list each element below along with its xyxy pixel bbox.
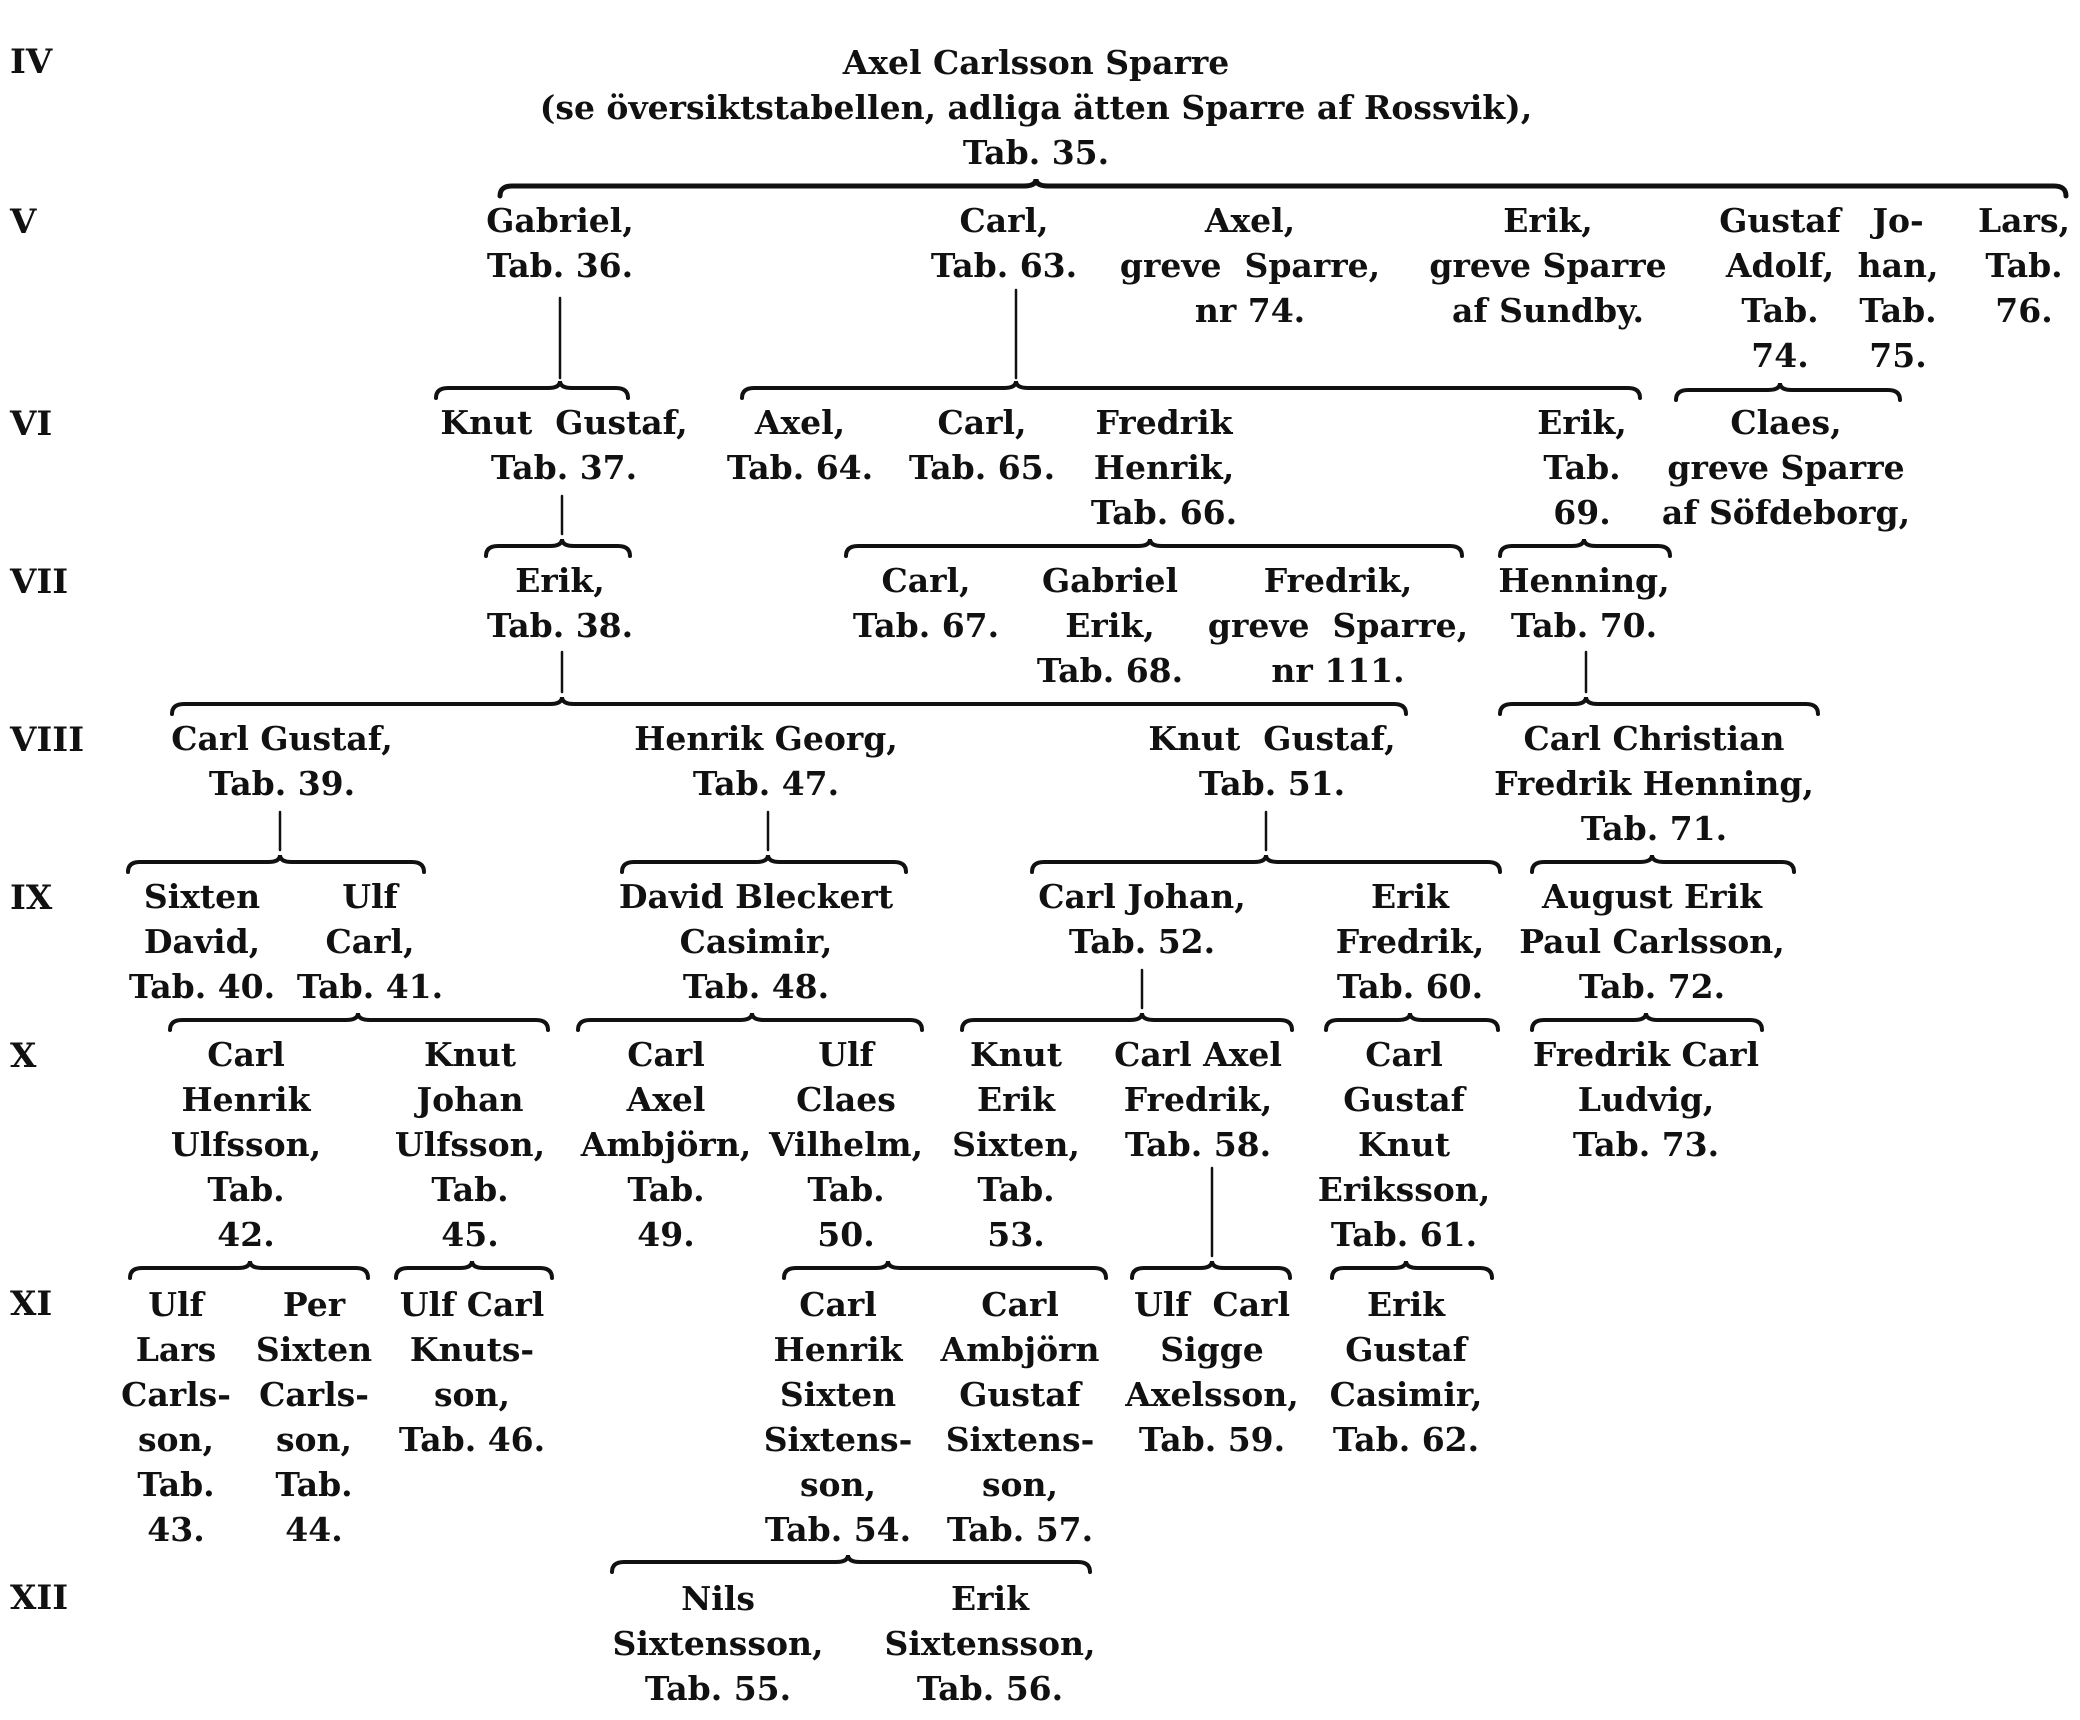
node-erik-sundby: Erik, greve Sparre af Sundby. bbox=[1429, 201, 1667, 330]
node-carl-tab65: Carl, Tab. 65. bbox=[908, 403, 1056, 487]
brace-connector-19 bbox=[396, 1261, 552, 1278]
node-ulf-lars-tab43: Ulf Lars Carls- son, Tab. 43. bbox=[121, 1285, 231, 1549]
node-per-sixten-tab44: Per Sixten Carls- son, Tab. 44. bbox=[255, 1285, 373, 1549]
node-carl-tab67: Carl, Tab. 67. bbox=[852, 561, 1000, 645]
brace-connector-7 bbox=[172, 697, 1406, 714]
node-carl-johan-tab52: Carl Johan, Tab. 52. bbox=[1038, 877, 1246, 961]
node-gustaf-adolf-tab74: Gustaf Adolf, Tab. 74. bbox=[1719, 201, 1841, 375]
brace-connector-12 bbox=[1532, 855, 1794, 872]
node-fredrik-greve-sparre: Fredrik, greve Sparre, nr 111. bbox=[1207, 561, 1469, 690]
node-axel-tab64: Axel, Tab. 64. bbox=[726, 403, 874, 487]
node-carl-gustaf-knut-tab61: Carl Gustaf Knut Eriksson, Tab. 61. bbox=[1317, 1035, 1491, 1254]
node-ulf-carl-tab41: Ulf Carl, Tab. 41. bbox=[296, 877, 444, 1006]
brace-connector-16 bbox=[1326, 1013, 1498, 1030]
node-gabriel-tab36: Gabriel, Tab. 36. bbox=[486, 201, 634, 285]
node-carl-christian-tab71: Carl Christian Fredrik Henning, Tab. 71. bbox=[1494, 719, 1814, 848]
node-erik-tab38: Erik, Tab. 38. bbox=[486, 561, 634, 645]
generation-label-vi: VI bbox=[10, 404, 53, 444]
node-carl-henrik-tab54: Carl Henrik Sixten Sixtens- son, Tab. 54. bbox=[763, 1285, 913, 1549]
brace-connector-9 bbox=[128, 855, 424, 872]
node-axel-carlsson-sparre: Axel Carlsson Sparre (se översiktstabellen, adliga ätten Sparre af Rossvik), Tab. 35. bbox=[539, 43, 1533, 172]
node-carl-ambjorn-tab57: Carl Ambjörn Gustaf Sixtens- son, Tab. 57. bbox=[940, 1285, 1100, 1549]
node-erik-tab56: Erik Sixtensson, Tab. 56. bbox=[884, 1579, 1096, 1708]
generation-label-ix: IX bbox=[10, 878, 53, 918]
node-lars-tab76: Lars, Tab. 76. bbox=[1977, 201, 2071, 330]
node-sixten-david-tab40: Sixten David, Tab. 40. bbox=[128, 877, 276, 1006]
brace-connector-18 bbox=[130, 1261, 368, 1278]
generation-label-xi: XI bbox=[10, 1284, 53, 1324]
generation-label-iv: IV bbox=[10, 42, 53, 82]
brace-connector-14 bbox=[578, 1013, 922, 1030]
node-august-erik-tab72: August Erik Paul Carlsson, Tab. 72. bbox=[1519, 877, 1785, 1006]
node-henning-tab70: Henning, Tab. 70. bbox=[1498, 561, 1670, 645]
brace-connector-20 bbox=[784, 1261, 1106, 1278]
brace-connector-4 bbox=[486, 539, 630, 556]
node-erik-tab69: Erik, Tab. 69. bbox=[1537, 403, 1627, 532]
node-nils-tab55: Nils Sixtensson, Tab. 55. bbox=[612, 1579, 824, 1708]
node-carl-axel-tab49: Carl Axel Ambjörn, Tab. 49. bbox=[580, 1035, 752, 1254]
brace-connector-17 bbox=[1532, 1013, 1762, 1030]
brace-connector-6 bbox=[1500, 539, 1670, 556]
node-fredrik-carl-tab73: Fredrik Carl Ludvig, Tab. 73. bbox=[1532, 1035, 1760, 1164]
node-claes-sofdeborg: Claes, greve Sparre af Söfdeborg, bbox=[1661, 403, 1911, 532]
node-fredrik-henrik-tab66: Fredrik Henrik, Tab. 66. bbox=[1090, 403, 1238, 532]
node-axel-greve-sparre: Axel, greve Sparre, nr 74. bbox=[1119, 201, 1381, 330]
brace-connector-11 bbox=[1032, 855, 1500, 872]
generation-label-xii: XII bbox=[10, 1578, 69, 1618]
node-carl-henrik-tab42: Carl Henrik Ulfsson, Tab. 42. bbox=[170, 1035, 322, 1254]
brace-connector-23 bbox=[612, 1555, 1090, 1572]
generation-label-vii: VII bbox=[10, 562, 69, 602]
node-gabriel-erik-tab68: Gabriel Erik, Tab. 68. bbox=[1036, 561, 1184, 690]
node-knut-johan-tab45: Knut Johan Ulfsson, Tab. 45. bbox=[394, 1035, 546, 1254]
generation-label-v: V bbox=[10, 202, 37, 242]
node-ulf-carl-tab46: Ulf Carl Knuts- son, Tab. 46. bbox=[398, 1285, 546, 1459]
brace-connector-8 bbox=[1500, 697, 1818, 714]
node-johan-tab75: Jo- han, Tab. 75. bbox=[1857, 201, 1939, 375]
generation-label-x: X bbox=[10, 1036, 37, 1076]
node-knut-gustaf-tab37: Knut Gustaf, Tab. 37. bbox=[440, 403, 688, 487]
node-carl-tab63: Carl, Tab. 63. bbox=[930, 201, 1078, 285]
brace-connector-15 bbox=[962, 1013, 1292, 1030]
node-carl-axel-tab58: Carl Axel Fredrik, Tab. 58. bbox=[1114, 1035, 1282, 1164]
node-knut-erik-tab53: Knut Erik Sixten, Tab. 53. bbox=[952, 1035, 1080, 1254]
node-erik-fredrik-tab60: Erik Fredrik, Tab. 60. bbox=[1335, 877, 1485, 1006]
brace-connector-13 bbox=[170, 1013, 548, 1030]
node-ulf-claes-tab50: Ulf Claes Vilhelm, Tab. 50. bbox=[768, 1035, 924, 1254]
generation-label-viii: VIII bbox=[10, 720, 85, 760]
brace-connector-3 bbox=[1676, 383, 1900, 400]
node-carl-gustaf-tab39: Carl Gustaf, Tab. 39. bbox=[171, 719, 393, 803]
brace-connector-1 bbox=[436, 381, 628, 398]
node-erik-gustaf-tab62: Erik Gustaf Casimir, Tab. 62. bbox=[1329, 1285, 1483, 1459]
node-henrik-georg-tab47: Henrik Georg, Tab. 47. bbox=[634, 719, 898, 803]
brace-connector-22 bbox=[1332, 1261, 1492, 1278]
node-ulf-carl-sigge-tab59: Ulf Carl Sigge Axelsson, Tab. 59. bbox=[1125, 1285, 1299, 1459]
brace-connector-5 bbox=[846, 539, 1462, 556]
brace-connector-2 bbox=[742, 381, 1640, 398]
brace-connector-21 bbox=[1132, 1261, 1290, 1278]
node-knut-gustaf-tab51: Knut Gustaf, Tab. 51. bbox=[1148, 719, 1396, 803]
node-david-bleckert-tab48: David Bleckert Casimir, Tab. 48. bbox=[618, 877, 894, 1006]
brace-connector-10 bbox=[622, 855, 906, 872]
brace-connector-0 bbox=[500, 179, 2066, 196]
